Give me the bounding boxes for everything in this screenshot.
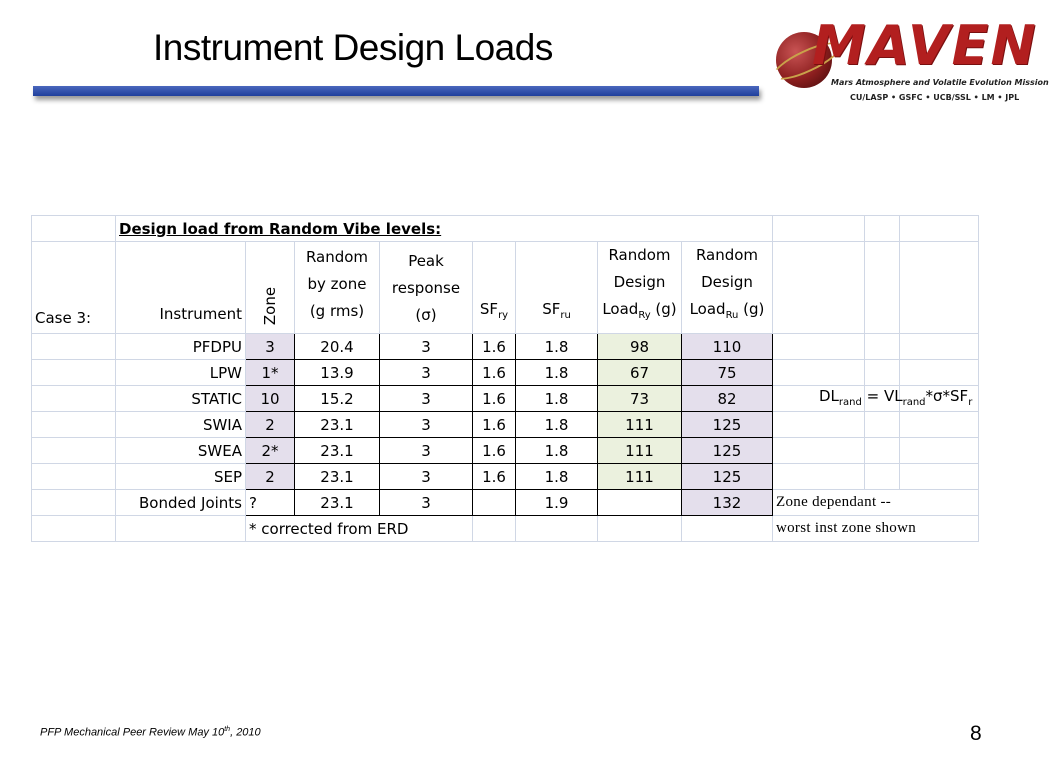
footnote-row: [32, 516, 979, 542]
footer-text: PFP Mechanical Peer Review May 10th, 2010: [40, 726, 261, 739]
zone-note-1: Zone dependant --: [773, 490, 979, 516]
footnote: * corrected from ERD: [246, 516, 473, 542]
maven-logo: [774, 10, 1049, 114]
logo-wordmark: MAVEN: [812, 14, 1038, 77]
table-row: SWIA 2 23.1 3 1.6 1.8 111 125: [32, 412, 979, 438]
table-row: SWEA 2* 23.1 3 1.6 1.8 111 125: [32, 438, 979, 464]
case-label: Case 3:: [32, 242, 116, 334]
table-row: STATIC 10 15.2 3 1.6 1.8 73 82: [32, 386, 979, 412]
table-row: SEP 2 23.1 3 1.6 1.8 111 125: [32, 464, 979, 490]
header-sf-ry: $SF_{ry}$: [473, 242, 516, 334]
logo-subtitle: Mars Atmosphere and Volatile Evolution Mission: [831, 78, 1049, 87]
table-title-row: [32, 216, 979, 242]
table-row: LPW 1* 13.9 3 1.6 1.8 67 75: [32, 360, 979, 386]
header-instrument: Instrument: [116, 242, 246, 334]
table-header-row: [32, 242, 979, 334]
design-load-formula: $DL_{rand} = VL_{rand}*\sigma*SF_r$: [819, 387, 973, 408]
page-title: Instrument Design Loads: [153, 27, 553, 68]
header-zone: Zone: [260, 286, 279, 326]
table-row: Bonded Joints ? 23.1 3 1.9 132 Zone dependant --: [32, 490, 979, 516]
header-sf-ru: $SF_{ru}$: [516, 242, 598, 334]
title-underline-bar: [33, 86, 759, 96]
design-load-table: [31, 215, 979, 542]
zone-note-2: worst inst zone shown: [773, 516, 979, 542]
section-title: Design load from Random Vibe levels:: [116, 216, 773, 242]
page-number: 8: [970, 722, 982, 745]
header-random-design-load-ru: Random Design Load$_{Ru}$ (g): [682, 242, 773, 334]
table-row: PFDPU 3 20.4 3 1.6 1.8 98 110: [32, 334, 979, 360]
header-random-by-zone: Random by zone (g rms): [295, 242, 380, 334]
header-random-design-load-ry: Random Design Load$_{Ry}$ (g): [598, 242, 682, 334]
header-peak-response: Peak response (σ): [380, 242, 473, 334]
logo-partners: CU/LASP • GSFC • UCB/SSL • LM • JPL: [850, 93, 1020, 102]
